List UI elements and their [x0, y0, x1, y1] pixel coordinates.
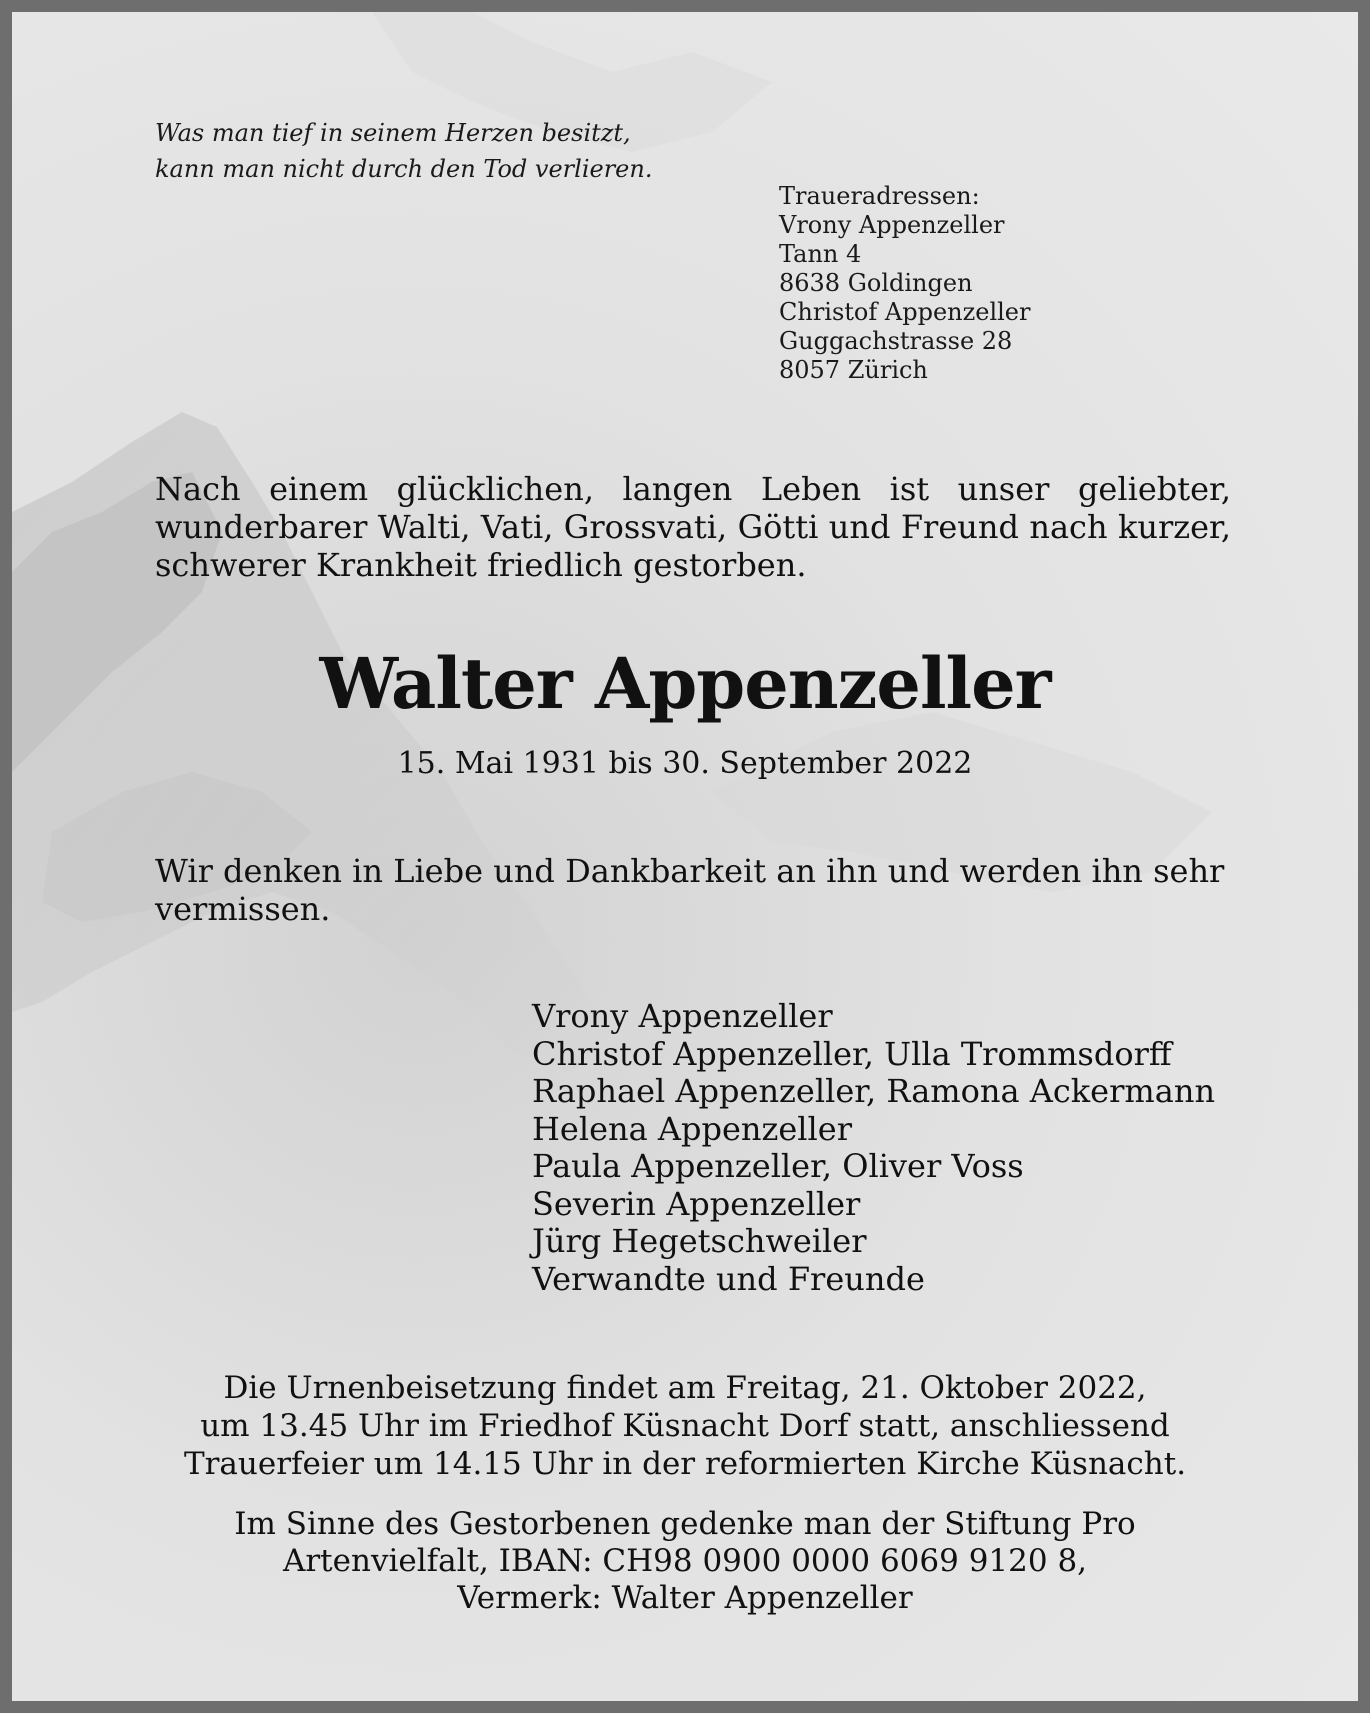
ceremony-info	[12, 1369, 1358, 1483]
family-member: Paula Appenzeller, Oliver Voss	[532, 1147, 1024, 1185]
family-member: Raphael Appenzeller, Ramona Ackermann	[532, 1072, 1216, 1110]
family-member: Christof Appenzeller, Ulla Trommsdorff	[532, 1034, 1172, 1073]
ceremony-line: um 13.45 Uhr im Friedhof Küsnacht Dorf statt, anschliessend	[200, 1408, 1170, 1444]
obituary-page	[12, 12, 1358, 1701]
donation-line: Vermerk: Walter Appenzeller	[457, 1580, 913, 1616]
address-line: Vrony Appenzeller	[779, 211, 1005, 239]
address-line: 8057 Zürich	[779, 356, 928, 384]
family-member: Vrony Appenzeller	[532, 997, 833, 1035]
motto-line: kann man nicht durch den Tod verlieren.	[155, 155, 653, 183]
family-list	[532, 998, 1215, 1298]
motto-line: Was man tief in seinem Herzen besitzt,	[155, 119, 631, 147]
ceremony-line: Trauerfeier um 14.15 Uhr in der reformierten Kirche Küsnacht.	[183, 1446, 1187, 1482]
deceased-name: Walter Appenzeller	[319, 642, 1051, 725]
address-line: Christof Appenzeller	[779, 298, 1031, 326]
address-line: Tann 4	[779, 240, 862, 268]
donation-info	[12, 1506, 1358, 1617]
family-member: Jürg Hegetschweiler	[532, 1222, 867, 1260]
addresses-heading: Traueradressen:	[779, 182, 980, 210]
thanks-text: Wir denken in Liebe und Dankbarkeit an ihn und werden ihn sehr vermissen.	[155, 852, 1225, 928]
family-member: Helena Appenzeller	[532, 1109, 852, 1148]
donation-line: Artenvielfalt, IBAN: CH98 0900 0000 6069 9120 8,	[282, 1543, 1088, 1579]
ceremony-line: Die Urnenbeisetzung findet am Freitag, 21. Oktober 2022,	[223, 1370, 1147, 1406]
donation-line: Im Sinne des Gestorbenen gedenke man der Stiftung Pro	[234, 1506, 1136, 1542]
motto	[155, 115, 652, 187]
intro-text: Nach einem glücklichen, langen Leben ist unser geliebter, wunderbarer Walti, Vati, Grossvati, Götti und Freund nach kurzer, schwerer Krankheit friedlich gestorben.	[155, 470, 1231, 584]
life-dates: 15. Mai 1931 bis 30. September 2022	[397, 746, 973, 781]
mourning-addresses	[779, 182, 1030, 385]
address-line: 8638 Goldingen	[779, 269, 973, 297]
family-member: Severin Appenzeller	[532, 1184, 861, 1223]
address-line: Guggachstrasse 28	[779, 327, 1013, 355]
family-member: Verwandte und Freunde	[532, 1259, 925, 1298]
